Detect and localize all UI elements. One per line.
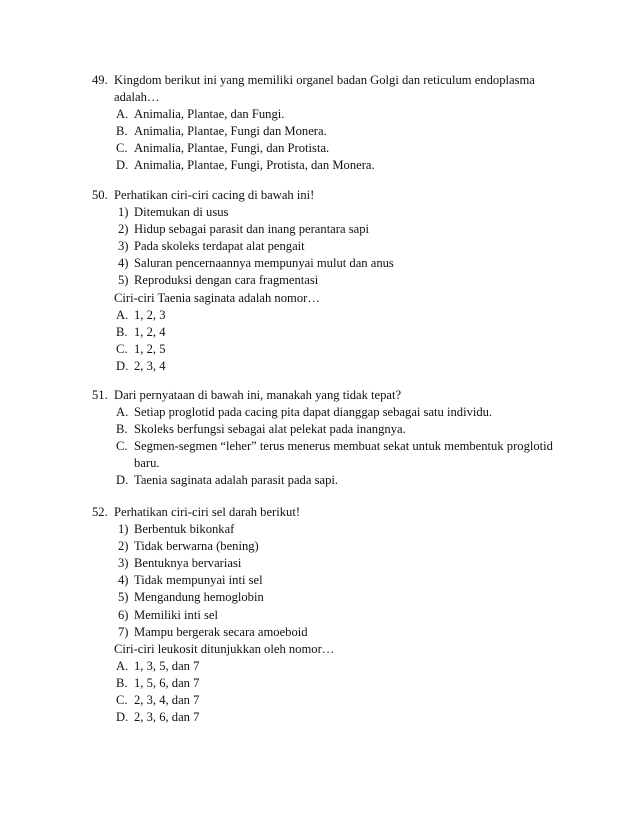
list-item bbox=[92, 521, 562, 538]
item-label: 5) bbox=[118, 273, 129, 288]
item-label: 4) bbox=[118, 573, 129, 588]
option-label: C. bbox=[116, 439, 128, 454]
option-a bbox=[92, 307, 562, 324]
list-item bbox=[92, 572, 562, 589]
option-b bbox=[92, 675, 562, 692]
option-text-continued: baru. bbox=[134, 456, 160, 471]
question-49 bbox=[92, 72, 562, 175]
option-label: A. bbox=[116, 658, 129, 673]
item-label: 2) bbox=[118, 222, 129, 237]
question-stem bbox=[92, 72, 562, 89]
option-label: C. bbox=[116, 341, 128, 356]
option-label: A. bbox=[116, 405, 129, 420]
question-52 bbox=[92, 504, 562, 726]
question-50 bbox=[92, 187, 562, 375]
item-label: 1) bbox=[118, 522, 129, 537]
option-label: D. bbox=[116, 710, 129, 725]
item-text: Tidak berwarna (bening) bbox=[134, 539, 259, 554]
option-text: Animalia, Plantae, dan Fungi. bbox=[134, 107, 285, 122]
option-text: 2, 3, 6, dan 7 bbox=[134, 710, 200, 725]
item-text: Reproduksi dengan cara fragmentasi bbox=[134, 273, 319, 288]
question-prompt: Ciri-ciri Taenia saginata adalah nomor… bbox=[114, 290, 320, 305]
option-b bbox=[92, 324, 562, 341]
option-text: 2, 3, 4, dan 7 bbox=[134, 693, 200, 708]
option-text: Animalia, Plantae, Fungi, dan Protista. bbox=[134, 141, 330, 156]
item-label: 1) bbox=[118, 205, 129, 220]
question-51 bbox=[92, 387, 562, 490]
item-text: Saluran pencernaannya mempunyai mulut dan anus bbox=[134, 256, 394, 271]
item-text: Mampu bergerak secara amoeboid bbox=[134, 624, 308, 639]
option-text: Segmen-segmen “leher” terus menerus membuat sekat untuk membentuk proglotid bbox=[134, 439, 553, 454]
option-c bbox=[92, 341, 562, 358]
list-item bbox=[92, 607, 562, 624]
item-text: Memiliki inti sel bbox=[134, 607, 218, 622]
option-text: 1, 2, 4 bbox=[134, 324, 166, 339]
option-text: 1, 5, 6, dan 7 bbox=[134, 675, 200, 690]
option-label: A. bbox=[116, 307, 129, 322]
item-text: Pada skoleks terdapat alat pengait bbox=[134, 239, 305, 254]
list-item bbox=[92, 272, 562, 289]
option-d bbox=[92, 709, 562, 726]
item-label: 2) bbox=[118, 539, 129, 554]
list-item bbox=[92, 589, 562, 606]
option-d bbox=[92, 472, 562, 489]
option-text: 2, 3, 4 bbox=[134, 358, 166, 373]
option-label: D. bbox=[116, 358, 129, 373]
question-number: 50. bbox=[92, 188, 108, 202]
item-label: 3) bbox=[118, 556, 129, 571]
option-d bbox=[92, 358, 562, 375]
list-item bbox=[92, 555, 562, 572]
question-number: 49. bbox=[92, 73, 108, 87]
list-item bbox=[92, 624, 562, 641]
option-text: 1, 3, 5, dan 7 bbox=[134, 658, 200, 673]
item-text: Bentuknya bervariasi bbox=[134, 556, 242, 571]
list-item bbox=[92, 221, 562, 238]
item-label: 6) bbox=[118, 607, 129, 622]
list-item bbox=[92, 238, 562, 255]
option-label: D. bbox=[116, 473, 129, 488]
option-b bbox=[92, 421, 562, 438]
option-text: Taenia saginata adalah parasit pada sapi. bbox=[134, 473, 339, 488]
option-c bbox=[92, 438, 562, 455]
item-text: Ditemukan di usus bbox=[134, 205, 229, 220]
option-c bbox=[92, 692, 562, 709]
item-label: 3) bbox=[118, 239, 129, 254]
question-number: 52. bbox=[92, 505, 108, 519]
option-a bbox=[92, 106, 562, 123]
option-b bbox=[92, 123, 562, 140]
option-text: Setiap proglotid pada cacing pita dapat dianggap sebagai satu individu. bbox=[134, 405, 493, 420]
question-text: Perhatikan ciri-ciri cacing di bawah ini! bbox=[114, 188, 315, 202]
option-d bbox=[92, 157, 562, 174]
question-text: Dari pernyataan di bawah ini, manakah yang tidak tepat? bbox=[114, 388, 402, 402]
item-text: Tidak mempunyai inti sel bbox=[134, 573, 263, 588]
question-text: Perhatikan ciri-ciri sel darah berikut! bbox=[114, 505, 301, 519]
list-item bbox=[92, 255, 562, 272]
item-text: Berbentuk bikonkaf bbox=[134, 522, 235, 537]
option-c bbox=[92, 140, 562, 157]
option-text: 1, 2, 5 bbox=[134, 341, 166, 356]
item-label: 4) bbox=[118, 256, 129, 271]
option-text: Skoleks berfungsi sebagai alat pelekat pada inangnya. bbox=[134, 422, 406, 437]
option-label: B. bbox=[116, 422, 128, 437]
question-stem bbox=[92, 187, 562, 204]
item-text: Mengandung hemoglobin bbox=[134, 590, 264, 605]
option-label: C. bbox=[116, 693, 128, 708]
question-number: 51. bbox=[92, 388, 108, 402]
list-item bbox=[92, 538, 562, 555]
question-stem bbox=[92, 387, 562, 404]
option-label: C. bbox=[116, 141, 128, 156]
option-a bbox=[92, 658, 562, 675]
option-text: Animalia, Plantae, Fungi, Protista, dan Monera. bbox=[134, 158, 375, 173]
option-label: A. bbox=[116, 107, 129, 122]
option-text: 1, 2, 3 bbox=[134, 307, 166, 322]
option-label: B. bbox=[116, 124, 128, 139]
option-label: B. bbox=[116, 324, 128, 339]
option-label: D. bbox=[116, 158, 129, 173]
option-text: Animalia, Plantae, Fungi dan Monera. bbox=[134, 124, 327, 139]
item-label: 5) bbox=[118, 590, 129, 605]
question-text: Kingdom berikut ini yang memiliki organel badan Golgi dan reticulum endoplasma bbox=[114, 73, 535, 87]
question-text-continued: adalah… bbox=[114, 90, 160, 105]
item-text: Hidup sebagai parasit dan inang perantara sapi bbox=[134, 222, 369, 237]
option-a bbox=[92, 404, 562, 421]
item-label: 7) bbox=[118, 624, 129, 639]
option-label: B. bbox=[116, 675, 128, 690]
list-item bbox=[92, 204, 562, 221]
question-stem bbox=[92, 504, 562, 521]
question-prompt: Ciri-ciri leukosit ditunjukkan oleh nomor… bbox=[114, 641, 335, 656]
